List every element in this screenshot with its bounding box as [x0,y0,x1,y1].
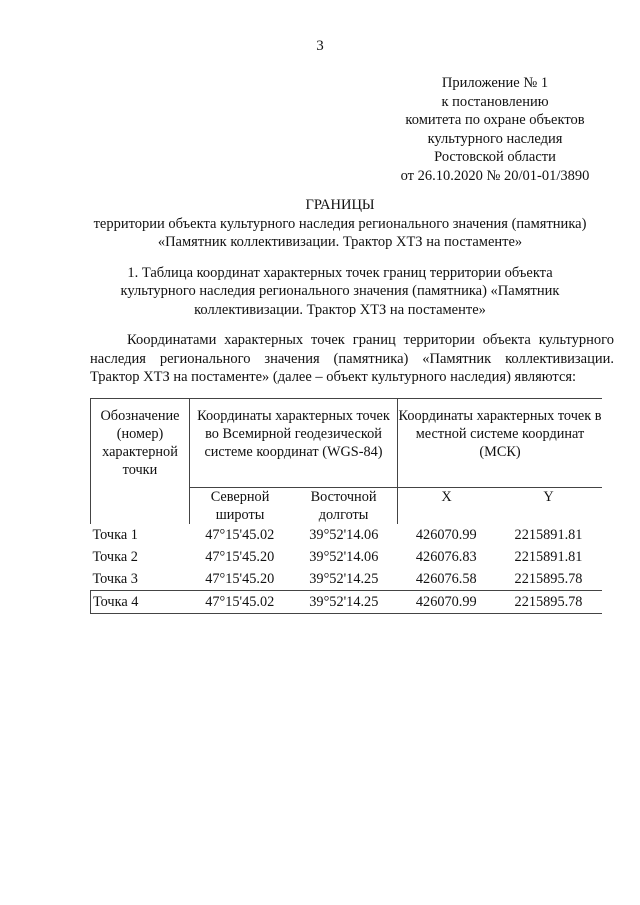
cell-y: 2215891.81 [514,548,583,565]
cell-point-name: Точка 4 [91,590,190,613]
cell-x: 426076.58 [415,570,477,587]
title-line: территории объекта культурного наследия регионального значения (памятника) [93,215,587,232]
intro-paragraph [90,331,614,387]
header-x: X [441,488,452,505]
table-row [91,524,603,546]
cell-y: 2215891.81 [514,526,583,543]
cell-lon: 39°52'14.06 [309,526,379,543]
document-title [40,196,640,252]
cell-y: 2215895.78 [495,590,602,613]
appendix-line: Приложение № 1 [441,75,549,91]
appendix-line: к постановлению [441,93,549,110]
header-east: Восточной долготы [290,487,397,524]
table-subheader-row [91,487,603,524]
header-designation: Обозначение (номер) характерной точки [91,399,190,488]
appendix-block [390,74,600,186]
table-row [91,546,603,568]
table-row [91,568,603,591]
cell-point-name: Точка 1 [92,526,138,543]
section-heading [40,264,640,319]
section-line: 1. Таблица координат характерных точек границ территории объекта [127,265,553,281]
header-y: Y [543,488,554,505]
cell-x: 426076.83 [415,548,477,565]
appendix-line: от 26.10.2020 № 20/01-01/3890 [400,167,590,184]
cell-x: 426070.99 [415,526,477,543]
table-row [91,590,603,613]
cell-y: 2215895.78 [514,570,583,587]
cell-lat: 47°15'45.20 [205,548,275,565]
cell-point-name: Точка 3 [92,570,138,587]
cell-lon: 39°52'14.25 [290,590,397,613]
cell-lon: 39°52'14.06 [309,548,379,565]
section-line: коллективизации. Трактор ХТЗ на постаменте» [194,301,486,318]
appendix-line: Ростовской области [434,149,556,166]
table-header-row [91,399,603,488]
appendix-line: культурного наследия [427,130,563,147]
appendix-line: комитета по охране объектов [405,112,585,129]
header-wgs: Координаты характерных точек во Всемирной геодезической системе координат (WGS-84) [189,399,397,488]
section-line: культурного наследия регионального значения (памятника) «Памятник [120,283,560,300]
paragraph-line: Трактор ХТЗ на постаменте» (далее – объект культурного наследия) являются: [90,369,577,385]
cell-x: 426070.99 [398,590,495,613]
cell-lon: 39°52'14.25 [309,570,379,587]
cell-point-name: Точка 2 [92,548,138,565]
header-designation-cont [91,487,190,524]
paragraph-line: Координатами характерных точек границ территории объекта культурного [127,332,614,348]
cell-lat: 47°15'45.20 [205,570,275,587]
title-heading: ГРАНИЦЫ [305,197,375,213]
page-number: 3 [316,38,324,54]
cell-lat: 47°15'45.02 [205,526,275,543]
coordinates-table [90,398,602,614]
cell-lat: 47°15'45.02 [189,590,290,613]
header-north: Северной широты [210,488,270,523]
title-line: «Памятник коллективизации. Трактор ХТЗ на постаменте» [157,234,523,250]
header-msk: Координаты характерных точек в местной системе координат (МСК) [398,399,602,488]
paragraph-line: наследия регионального значения (памятника) «Памятник коллективизации. [90,350,614,367]
